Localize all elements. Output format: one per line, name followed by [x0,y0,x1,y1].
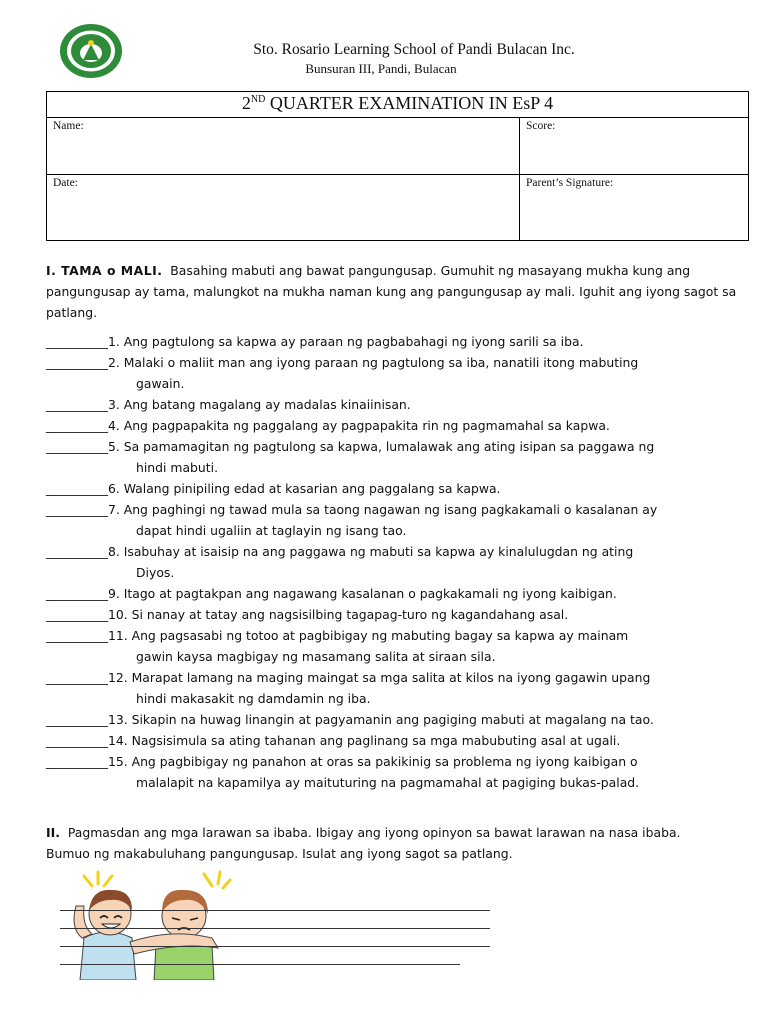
question-text: 8. Isabuhay at isaisip na ang paggawa ng mabuti sa kapwa ay kinalulugdan ng ating [107,544,634,559]
answer-blank[interactable]: __________ [46,397,108,412]
question-text: 3. Ang batang magalang ay madalas kinaiinisan. [107,397,411,412]
answer-blank[interactable]: __________ [46,670,108,685]
answer-blank[interactable]: __________ [46,334,108,349]
date-label: Date: [53,177,78,189]
question-text: 6. Walang pinipiling edad at kasarian ang paggalang sa kapwa. [107,481,501,496]
question-item [46,667,761,688]
section-1-heading: I. TAMA o MALI. [46,263,163,278]
question-text: 4. Ang pagpapakita ng paggalang ay pagpapakita rin ng pagmamahal sa kapwa. [107,418,610,433]
answer-blank[interactable]: __________ [46,712,108,727]
question-item [46,625,761,646]
answer-line[interactable] [60,911,490,929]
section-2-instructions [46,822,726,864]
question-item [46,541,761,562]
question-item [46,751,761,772]
name-field[interactable] [47,118,520,175]
question-text-continuation: Diyos. [136,565,175,580]
question-item [46,583,761,604]
answer-blank[interactable]: __________ [46,502,108,517]
answer-blank[interactable]: __________ [46,544,108,559]
answer-line[interactable] [60,947,460,965]
question-text: 11. Ang pagsasabi ng totoo at pagbibigay ng mabuting bagay sa kapwa ay mainam [107,628,629,643]
question-text-continuation: malalapit na kapamilya ay maituturing na pagmamahal at pagiging bukas-palad. [136,775,640,790]
school-name: Sto. Rosario Learning School of Pandi Bulacan Inc. [253,41,575,58]
question-text: 9. Itago at pagtakpan ang nagawang kasalanan o pagkakamali ng iyong kaibigan. [107,586,617,601]
question-item [46,499,761,520]
question-text: 13. Sikapin na huwag linangin at pagyamanin ang pagiging mabuti at magalang na tao. [107,712,654,727]
signature-label: Parent’s Signature: [526,177,614,189]
section-2-text: Pagmasdan ang mga larawan sa ibaba. Ibigay ang iyong opinyon sa bawat larawan na nasa ibaba. Bumuo ng makabuluhang pangungusap. Isulat ang iyong sagot sa patlang. [46,825,681,861]
school-address: Bunsuran III, Pandi, Bulacan [305,61,457,76]
question-text-continuation: gawain. [136,376,185,391]
answer-blank[interactable]: __________ [46,607,108,622]
question-text-continuation: gawin kaysa magbigay ng masamang salita at siraan sila. [136,649,496,664]
question-text: 12. Marapat lamang na maging maingat sa mga salita at kilos na iyong gagawin upang [107,670,651,685]
question-item [46,709,761,730]
name-label: Name: [53,120,84,132]
question-text: 2. Malaki o maliit man ang iyong paraan ng pagtulong sa iba, nanatili itong mabuting [107,355,639,370]
section-2-heading: II. [46,825,60,840]
question-text: 5. Sa pamamagitan ng pagtulong sa kapwa, lumalawak ang ating isipan sa paggawa ng [107,439,655,454]
answer-blank[interactable]: __________ [46,418,108,433]
answer-blank[interactable]: __________ [46,355,108,370]
question-text: 7. Ang paghingi ng tawad mula sa taong nagawan ng isang pagkakamali o kasalanan ay [107,502,658,517]
date-field[interactable] [47,175,520,241]
question-item [46,331,761,352]
question-item [46,415,761,436]
question-item [46,730,761,751]
answer-line[interactable] [60,893,490,911]
question-text-continuation: hindi makasakit ng damdamin ng iba. [136,691,371,706]
question-text-continuation: dapat hindi ugaliin at taglayin ng isang tao. [136,523,407,538]
question-item [46,478,761,499]
question-text: 15. Ang pagbibigay ng panahon at oras sa pakikinig sa problema ng iyong kaibigan o [107,754,638,769]
score-label: Score: [526,120,556,132]
section-1-text: Basahing mabuti ang bawat pangungusap. Gumuhit ng masayang mukha kung ang pangungusap ay tama, malungkot na mukha naman kung ang pangungusap ay mali. Iguhit ang iyong sagot sa patlang. [46,263,737,320]
answer-blank[interactable]: __________ [46,754,108,769]
score-field[interactable] [520,118,749,175]
question-text: 10. Si nanay at tatay ang nagsisilbing tagapag-turo ng kagandahang asal. [107,607,569,622]
answer-lines [60,893,490,965]
question-item [46,394,761,415]
question-item [46,352,761,373]
parent-signature-field[interactable] [520,175,749,241]
answer-blank[interactable]: __________ [46,481,108,496]
question-item [46,604,761,625]
question-item [46,436,761,457]
answer-blank[interactable]: __________ [46,733,108,748]
exam-title: 2ND QUARTER EXAMINATION IN EsP 4 [47,92,749,118]
answer-blank[interactable]: __________ [46,628,108,643]
true-false-items [46,331,761,793]
question-text: 14. Nagsisimula sa ating tahanan ang paglinang sa mga mabubuting asal at ugali. [107,733,621,748]
exam-header-table [46,91,749,241]
answer-blank[interactable]: __________ [46,439,108,454]
burst-icon [84,872,230,888]
section-1-instructions [46,260,746,323]
answer-line[interactable] [60,929,490,947]
question-text: 1. Ang pagtulong sa kapwa ay paraan ng pagbabahagi ng iyong sarili sa iba. [107,334,584,349]
question-text-continuation: hindi mabuti. [136,460,219,475]
answer-blank[interactable]: __________ [46,586,108,601]
